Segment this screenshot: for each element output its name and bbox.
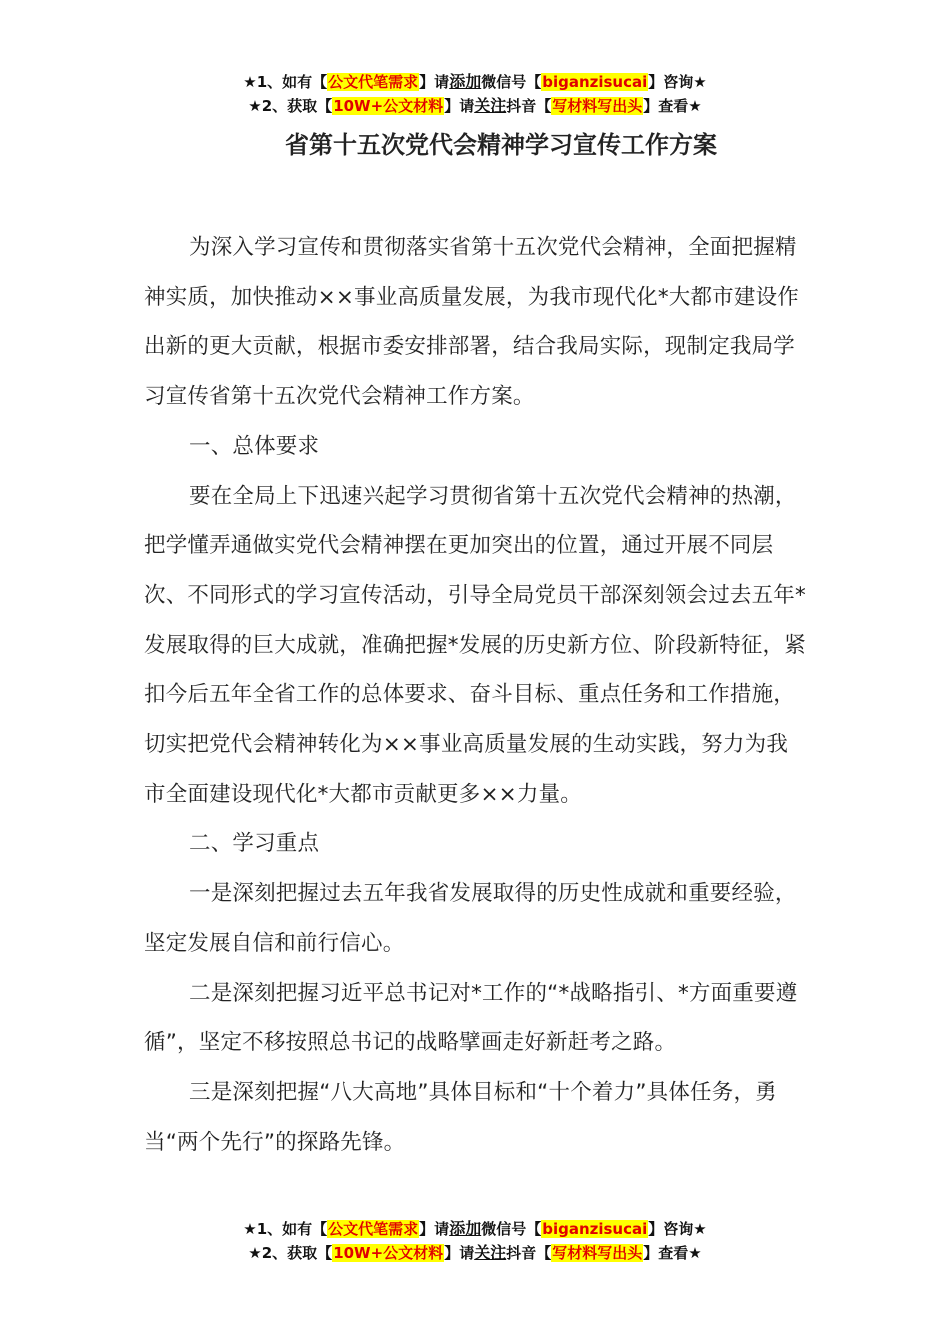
- promo-emphasis: 添加: [449, 1219, 482, 1238]
- promo-text: ★2、获取【: [248, 1244, 333, 1262]
- promo-text: 抖音【: [506, 97, 552, 115]
- promo-emphasis: 添加: [449, 72, 482, 91]
- promo-douyin-name: 写材料写出头: [552, 1244, 643, 1262]
- promo-emphasis: 关注: [474, 1243, 507, 1262]
- promo-line-2: [0, 1241, 950, 1265]
- section-heading-1: 一、总体要求: [189, 433, 320, 459]
- promo-text: ★1、如有【: [243, 73, 328, 91]
- promo-highlight: 公文代笔需求: [328, 1220, 419, 1238]
- promo-banner-top: [0, 70, 950, 118]
- promo-text: 】请: [419, 1220, 450, 1238]
- promo-text: 】咨询★: [648, 73, 707, 91]
- promo-highlight: 10W+公文材料: [333, 97, 444, 115]
- paragraph-focus-3: 三是深刻把握“八大高地”具体目标和“十个着力”具体任务，勇当“两个先行”的探路先锋。: [144, 1079, 777, 1155]
- promo-line-2: [0, 94, 950, 118]
- promo-highlight: 公文代笔需求: [328, 73, 419, 91]
- paragraph-intro: 为深入学习宣传和贯彻落实省第十五次党代会精神，全面把握精神实质，加快推动××事业高质量发展，为我市现代化*大都市建设作出新的更大贡献，根据市委安排部署，结合我局实际，现制定我局学习宣传省第十五次党代会精神工作方案。: [144, 235, 799, 410]
- promo-text: 】查看★: [643, 97, 702, 115]
- promo-highlight: 10W+公文材料: [333, 1244, 444, 1262]
- promo-text: 】请: [419, 73, 450, 91]
- paragraph-focus-2: 二是深刻把握习近平总书记对*工作的“*战略指引、*方面重要遵循”，坚定不移按照总书记的战略擘画走好新赶考之路。: [144, 980, 798, 1056]
- promo-emphasis: 关注: [474, 96, 507, 115]
- promo-banner-bottom: [0, 1217, 950, 1265]
- document-title: 省第十五次党代会精神学习宣传工作方案: [285, 131, 717, 159]
- document-body: [144, 223, 808, 1167]
- promo-line-1: [0, 1217, 950, 1241]
- paragraph-focus-1: 一是深刻把握过去五年我省发展取得的历史性成就和重要经验，坚定发展自信和前行信心。: [144, 881, 797, 956]
- promo-text: 】咨询★: [648, 1220, 707, 1238]
- paragraph-overall-requirements: 要在全局上下迅速兴起学习贯彻省第十五次党代会精神的热潮，把学懂弄通做实党代会精神摆在更加突出的位置，通过开展不同层次、不同形式的学习宣传活动，引导全局党员干部深刻领会过去五年*发展取得的巨大成就，准确把握*发展的历史新方位、阶段新特征，紧扣今后五年全省工作的总体要求、奋斗目标、重点任务和工作措施，切实把党代会精神转化为××事业高质量发展的生动实践，努力为我市全面建设现代化*大都市贡献更多××力量。: [144, 483, 806, 807]
- promo-text: 】查看★: [643, 1244, 702, 1262]
- promo-wechat-id: biganzisucai: [542, 73, 648, 91]
- promo-text: 】请: [444, 97, 475, 115]
- promo-text: 】请: [444, 1244, 475, 1262]
- promo-douyin-name: 写材料写出头: [552, 97, 643, 115]
- promo-text: ★1、如有【: [243, 1220, 328, 1238]
- promo-line-1: [0, 70, 950, 94]
- promo-text: ★2、获取【: [248, 97, 333, 115]
- promo-text: 微信号【: [481, 1220, 542, 1238]
- section-heading-2: 二、学习重点: [189, 831, 320, 857]
- promo-text: 抖音【: [506, 1244, 552, 1262]
- promo-wechat-id: biganzisucai: [542, 1220, 648, 1238]
- promo-text: 微信号【: [481, 73, 542, 91]
